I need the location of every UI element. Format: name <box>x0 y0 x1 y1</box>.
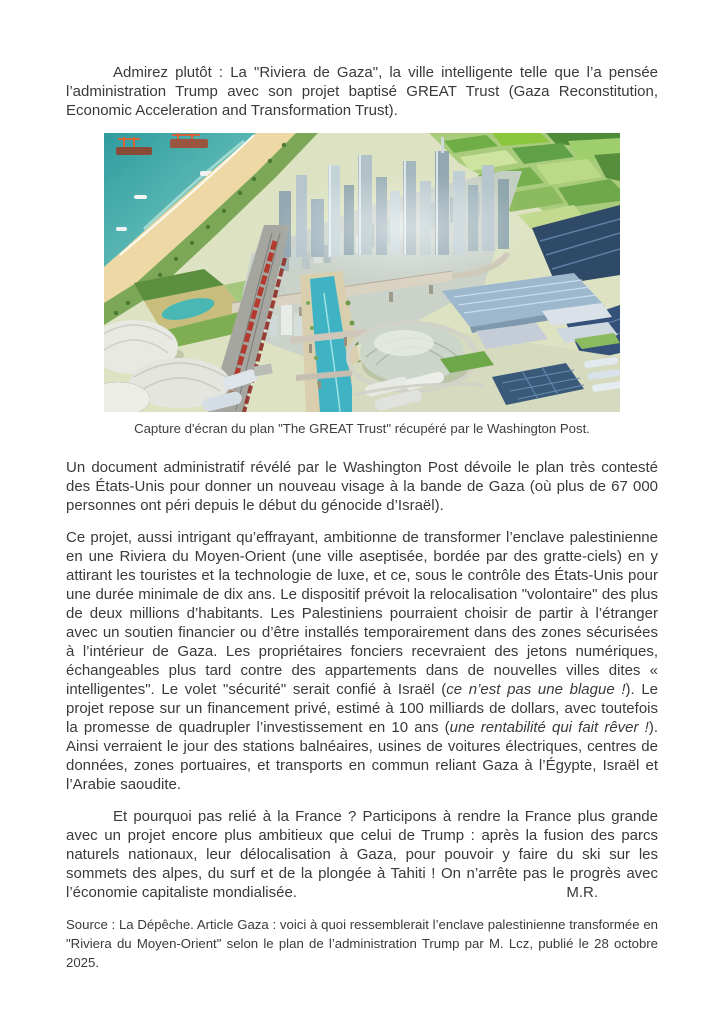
author-signature: M.R. <box>566 884 598 901</box>
paragraph-france <box>66 807 658 902</box>
paragraph-intro: Admirez plutôt : La "Riviera de Gaza", la ville intelligente telle que l’a pensée l’administration Trump avec son projet baptisé GREAT Trust (Gaza Reconstitution, Economic Acceleration and Transformation Trust). <box>66 64 658 119</box>
figure-caption: Capture d'écran du plan "The GREAT Trust" récupéré par le Washington Post. <box>134 421 590 436</box>
project-italic-1: ce n’est pas une blague ! <box>446 681 626 698</box>
project-text-1: Ce projet, aussi intrigant qu’effrayant, ambitionne de transformer l’enclave palestinienne en une Riviera du Moyen-Orient (une ville aseptisée, bordée par des gratte-ciels) en y attirant les touristes et la technologie de luxe, et ce, sous le contrôle des États-Unis pour une durée minimale de dix ans. Le dispositif prévoit la relocalisation "volontaire" des plus de deux millions d’habitants. Les Palestiniens pourraient choisir de partir à l’étranger avec un soutien financier ou d’être installés temporairement dans des zones sécurisées à l’intérieur de Gaza. Les propriétaires fonciers recevraient des jetons numériques, échangeables plus tard contre des appartements dans de nouvelles villes dites « intelligentes". Le volet "sécurité" serait confié à Israël ( <box>66 529 658 698</box>
article-figure <box>66 133 658 437</box>
paragraph-project <box>66 528 658 794</box>
gaza-riviera-illustration <box>104 133 620 412</box>
sun-haze <box>274 173 534 283</box>
project-text-2: ). Le projet repose sur un financement privé, estimé à 100 milliards de dollars, avec toutefois la promesse de quadrupler l’investissement en 10 ans ( <box>66 681 659 736</box>
paragraph-document: Un document administratif révélé par le Washington Post dévoile le plan très contesté des États-Unis pour donner un nouveau visage à la bande de Gaza (où plus de 67 000 personnes ont péri depuis le début du génocide d’Israël). <box>66 459 658 514</box>
project-text-3: ). Ainsi verraient le jour des stations balnéaires, usines de voitures électriques, centres de données, zones portuaires, et transports en commun reliant Gaza à l’Égypte, Israël et l’Arabie saoudite. <box>66 719 658 793</box>
france-text: Et pourquoi pas relié à la France ? Participons à rendre la France plus grande avec un projet encore plus ambitieux que celui de Trump : après la fusion des parcs naturels nationaux, leur délocalisation à Gaza, pour pouvoir y faire du ski sur les sommets des alpes, du surf et de la plongée à Tahiti ! On n’arrête pas le progrès avec l’économie capitaliste mondialisée. <box>66 808 658 901</box>
project-italic-2: une rentabilité qui fait rêver ! <box>449 719 649 736</box>
source-note: Source : La Dépêche. Article Gaza : voici à quoi ressemblerait l’enclave palestinienne transformée en "Riviera du Moyen-Orient" selon le plan de l’administration Trump par M. Lcz, publié le 28 octobre 2025. <box>66 917 658 970</box>
